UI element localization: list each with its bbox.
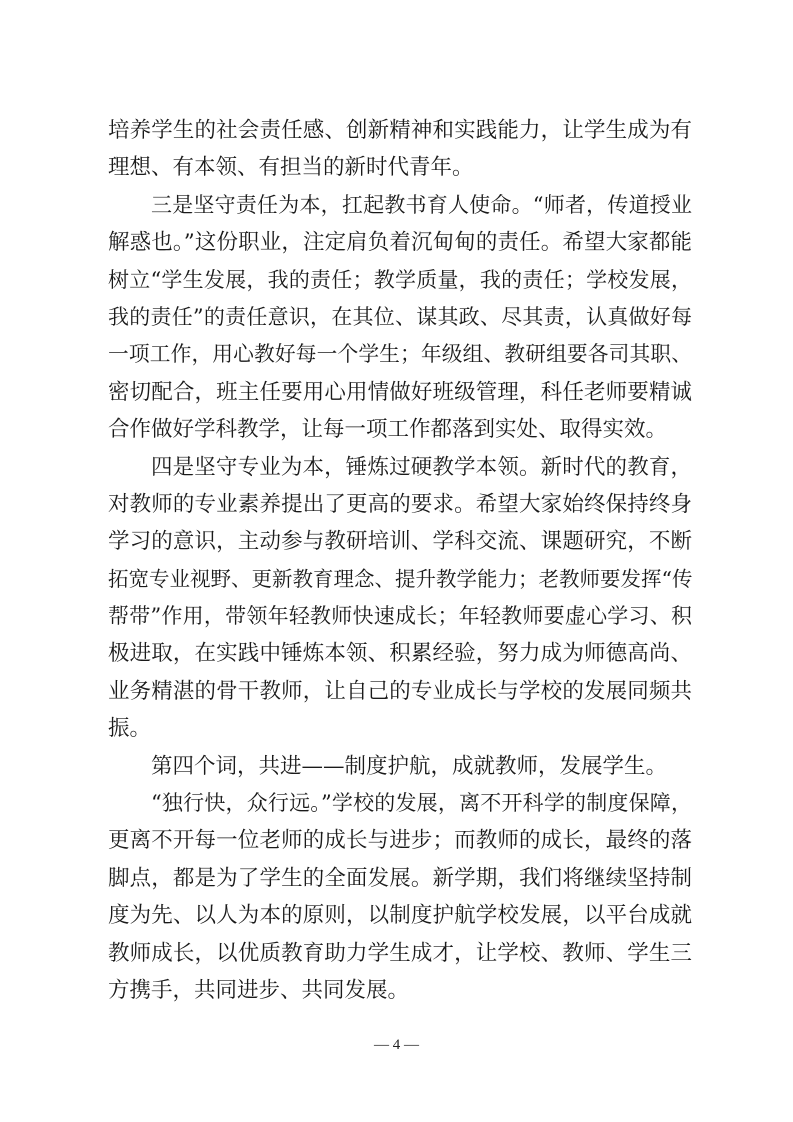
text-line: 四是坚守专业为本，锤炼过硬教学本领。新时代的教育，	[151, 454, 692, 480]
text-line: 拓宽专业视野、更新教育理念、提升教学能力；老教师要发挥“传	[108, 566, 693, 591]
text-line: 业务精湛的骨干教师，让自己的专业成长与学校的发展同频共	[108, 678, 692, 704]
text-line: 脚点，都是为了学生的全面发展。新学期，我们将继续坚持制	[108, 865, 692, 891]
document-body	[108, 112, 692, 1009]
text-line: “独行快，众行远。”学校的发展，离不开科学的制度保障，	[151, 791, 692, 816]
text-line: 理想、有本领、有担当的新时代青年。	[108, 155, 474, 181]
text-line: 学习的意识，主动参与教研培训、学科交流、课题研究，不断	[108, 529, 692, 555]
paragraph	[108, 187, 692, 449]
text-line: 第四个词，共进——制度护航，成就教师，发展学生。	[151, 753, 668, 779]
text-line: 教师成长，以优质教育助力学生成才，让学校、教师、学生三	[108, 940, 692, 966]
text-line: 更离不开每一位老师的成长与进步；而教师的成长，最终的落	[108, 828, 692, 854]
text-line: 极进取，在实践中锤炼本领、积累经验，努力成为师德高尚、	[108, 641, 692, 667]
text-line: 方携手，共同进步、共同发展。	[108, 977, 410, 1003]
text-line: 一项工作，用心教好每一个学生；年级组、教研组要各司其职、	[108, 342, 692, 367]
text-line: 树立“学生发展，我的责任；教学质量，我的责任；学校发展，	[108, 267, 692, 292]
paragraph	[108, 785, 692, 1009]
paragraph	[108, 449, 692, 748]
text-line: 振。	[108, 716, 152, 742]
text-line: 密切配合，班主任要用心用情做好班级管理，科任老师要精诚	[108, 379, 692, 405]
text-line: 合作做好学科教学，让每一项工作都落到实处、取得实效。	[108, 417, 668, 443]
paragraph	[108, 748, 692, 785]
text-line: 解惑也。”这份职业，注定肩负着沉甸甸的责任。希望大家都能	[108, 230, 692, 256]
page-number: — 4 —	[374, 1037, 419, 1053]
text-line: 对教师的专业素养提出了更高的要求。希望大家始终保持终身	[108, 491, 692, 517]
paragraph	[108, 112, 692, 187]
text-line: 培养学生的社会责任感、创新精神和实践能力，让学生成为有	[108, 118, 692, 143]
text-line: 度为先、以人为本的原则，以制度护航学校发展，以平台成就	[108, 903, 692, 929]
text-line: 帮带”作用，带领年轻教师快速成长；年轻教师要虚心学习、积	[108, 604, 692, 629]
text-line: 三是坚守责任为本，扛起教书育人使命。“师者，传道授业	[151, 192, 692, 217]
text-line: 我的责任”的责任意识，在其位、谋其政、尽其责，认真做好每	[108, 304, 692, 329]
